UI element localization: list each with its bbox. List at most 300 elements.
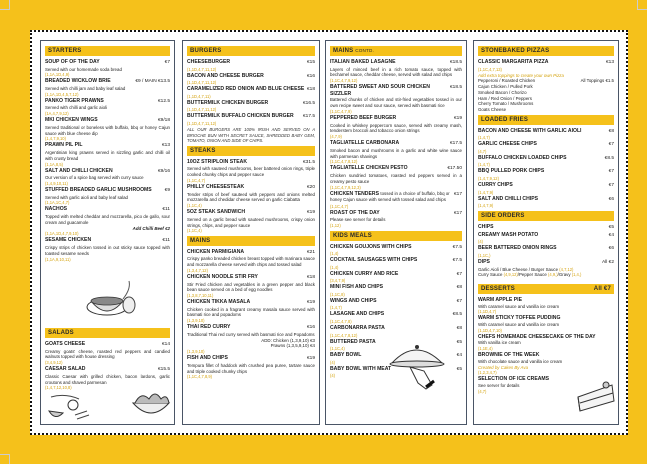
menu-item-description: Our version of a spice bag served with curry sauce: [45, 175, 144, 181]
menu-item-name: [187, 73, 264, 80]
item-name-suffix: tossed in a choice of buffalo, bbq or honey Cajun sauce with served with tossed salad and chips: [330, 190, 450, 203]
menu-item-row: [330, 115, 462, 123]
menu-item-row: [45, 142, 170, 150]
menu-item-name: [187, 184, 244, 191]
menu-item-description: Please see server for details: [330, 217, 386, 223]
allergen-codes: (1A,4,7,9,12): [45, 111, 69, 117]
menu-item: [330, 244, 462, 257]
item-name: CARBONARRA PASTA: [330, 325, 385, 332]
menu-item-name: [187, 86, 304, 93]
menu-item: [45, 168, 170, 187]
menu-item-row: [478, 141, 614, 149]
item-name: WARM APPLE PIE: [478, 296, 522, 303]
panel-pizzas-fries-sides-desserts: [473, 40, 619, 425]
menu-item-description: With caramel sauce and vanilla ice cream: [478, 321, 560, 327]
menu-item-row: [478, 315, 614, 322]
menu-item-name: [330, 339, 376, 346]
menu-item-name: [45, 206, 67, 213]
menu-item: [330, 311, 462, 324]
allergen-codes: (1,1C,4): [330, 346, 345, 352]
allergen-codes: (1,4,7): [330, 305, 342, 311]
item-name: BUFFALO CHICKEN LOADED CHIPS: [478, 154, 567, 161]
menu-item-row: [45, 98, 170, 106]
toppings-price: All Toppings €1.5: [580, 78, 614, 84]
menu-item-price: €8: [456, 285, 462, 291]
allergen-codes: (1,1C,4,7,9): [330, 108, 352, 114]
menu-item-name: [478, 182, 513, 189]
menu-item-row: [478, 128, 614, 136]
menu-item-description: With chocolate sauce and vanilla ice cream: [478, 358, 563, 364]
allergen-codes: (1,12): [330, 223, 341, 229]
menu-item-price: €9/16: [157, 168, 170, 174]
menu-item-name: [478, 168, 544, 175]
allergen-codes: (1,1C,4,7,8,12): [330, 159, 358, 165]
menu-item-row: [330, 257, 462, 265]
menu-item-name: [330, 84, 448, 97]
menu-item-name: [478, 59, 548, 66]
menu-item-row: [187, 355, 315, 363]
menu-item-credit: Created by Cakes By Ava: [478, 364, 529, 370]
item-name: CREAMY MASH POTATO: [478, 231, 539, 238]
menu-item: [187, 299, 315, 324]
item-name: CHICKEN TENDERS: [330, 190, 379, 197]
menu-item-name: [330, 325, 385, 332]
menu-item-description: Crispy strips of chicken tossed in out sticky sauce topped with toasted sesame seeds: [45, 244, 170, 256]
menu-item: [187, 184, 315, 209]
menu-item: [478, 245, 614, 258]
menu-item-row: [45, 237, 170, 245]
menu-item-name: [478, 352, 539, 359]
allergen-codes: (1,3,9,10): [187, 349, 205, 355]
menu-item-description: Cooked in whiskey peppercorn sauce, served with creamy mash, tenderstem broccoli and tobacco onion strings: [330, 122, 462, 134]
menu-item-row: [45, 366, 170, 374]
menu-item-row: [330, 325, 462, 333]
menu-item: [45, 98, 170, 117]
item-name: BROWNIE OF THE WEEK: [478, 352, 540, 359]
menu-item-row: [330, 210, 462, 218]
menu-item-price: €7: [456, 298, 462, 304]
allergen-codes: (1,1D,4,7,11,12): [187, 120, 217, 126]
menu-item-price: €17.5: [449, 141, 462, 147]
menu-item-price: €7.5: [452, 258, 462, 264]
menu-item: [45, 366, 170, 391]
menu-item-row: [187, 159, 315, 167]
menu-item-description: Smoked bacon and mushrooms in a garlic and white wine sauce with parmesan shavings: [330, 147, 462, 159]
item-name: BEER BATTERED ONION RINGS: [478, 245, 557, 252]
menu-item: [187, 73, 315, 86]
menu-item-row: [45, 187, 170, 195]
item-name: STUFFED BREADED GARLIC MUSHROOMS: [45, 186, 152, 193]
menu-item-price: €9 / MAIN €13.5: [135, 79, 170, 85]
menu-item-name: [330, 271, 398, 278]
menu-item-price: €19: [453, 115, 462, 121]
menu-item: [330, 115, 462, 140]
item-name: CHICKEN TIKKA MASALA: [187, 299, 251, 306]
menu-item: [478, 196, 614, 209]
menu-item-price: €9: [164, 187, 170, 193]
menu-item: [330, 284, 462, 297]
menu-item-description: Stir Fried chicken and vegetables in a green pepper and black bean sauce served on a bed of egg noodles: [187, 281, 315, 293]
menu-item-description: Battered chunks of chicken and stir-fried vegetables tossed in our own recipe sweet and sour sauce, served with basmati rice: [330, 97, 462, 109]
menu-item-price: €7: [456, 271, 462, 277]
menu-item-price: €18: [306, 87, 315, 93]
menu-item-row: [478, 155, 614, 163]
item-name: ITALIAN BAKED LASAGNE: [330, 59, 396, 65]
menu-item-name: [45, 98, 104, 105]
menu-item-name: [478, 297, 522, 304]
menu-item-price: €18.5: [449, 85, 462, 91]
allergen-codes: (1,1A,9,10,11): [45, 256, 71, 262]
menu-item-description: See server for details: [478, 382, 520, 388]
menu-item-addon: ADD: Chicken (1,3,9,10) €3: [261, 337, 315, 343]
menu-item-row: [45, 117, 170, 125]
menu-item: [330, 59, 462, 84]
item-name: BUTTERMILK BUFFALO CHICKEN BURGER: [187, 113, 294, 120]
allergen-codes: (1,4,7,9): [478, 189, 494, 195]
menu-item-row: [478, 59, 614, 67]
section-header-mains: MAINS: [187, 236, 315, 246]
item-name: BACON AND CHEESE WITH GARLIC AIOLI: [478, 127, 582, 134]
menu-item-price: €6: [608, 196, 614, 202]
allergen-codes: (1,1A,1C,4,7): [45, 200, 70, 206]
panel-burgers-steaks-mains: [182, 40, 320, 425]
item-name: CHICKEN NOODLE STIR FRY: [187, 273, 258, 280]
menu-item-description: Topped with melted cheddar and mozzarella, pico de gallo, sour cream and guacamole: [45, 213, 170, 225]
item-name: LASAGNE AND CHIPS: [330, 311, 385, 318]
menu-item-price: €18: [306, 274, 315, 280]
menu-item-description: Chicken sundried tomatoes, roasted red peppers served in a creamy pesto sauce: [330, 172, 462, 184]
section-header-kids-meals: KIDS MEALS: [330, 231, 462, 241]
menu-item-name: [330, 298, 377, 305]
menu-item-row: [330, 84, 462, 97]
menu-item-description: Traditional Thai red curry served with basmati rice and Popadoms: [187, 331, 315, 337]
section-header-pizzas: STONEBAKED PIZZAS: [478, 46, 614, 56]
menu-item-name: [45, 142, 83, 149]
menu-item-price: €7: [164, 60, 170, 65]
item-name: CHICKEN GOUJONS WITH CHIPS: [330, 243, 412, 250]
menu-item: [187, 59, 315, 72]
menu-item: [330, 210, 462, 229]
menu-item-price: €6: [608, 246, 614, 252]
menu-item-name: [330, 115, 396, 122]
allergen-codes: (1,4,9,10,11): [45, 180, 68, 186]
menu-item-row: [187, 100, 315, 108]
allergen-codes: (4,7): [478, 148, 487, 154]
menu-item-price: €15: [306, 60, 315, 65]
allergen-codes: (1,1E,4): [478, 346, 493, 352]
item-name: BABY BOWL: [330, 352, 362, 359]
menu-item: [187, 324, 315, 354]
allergen-codes: (1,1C,4,7): [187, 177, 206, 183]
panel-starters-salads: [40, 40, 175, 425]
menu-item-description: Chicken cooked in a fragrant creamy masala sauce served with basmati rice and popadoms: [187, 306, 315, 318]
allergen-codes: (3,4,7,9): [330, 278, 346, 284]
allergen-codes: (1,1A,8,5): [45, 161, 63, 167]
menu-item-name: [478, 232, 538, 239]
menu-item: [187, 100, 315, 113]
menu-item-description: Argentinian king prawns served in sizzling garlic and chilli oil with crusty bread: [45, 149, 170, 161]
item-name: BBQ PULLED PORK CHIPS: [478, 168, 545, 175]
menu-item: [187, 209, 315, 234]
salads-section: [45, 326, 170, 391]
menu-item: [45, 187, 170, 206]
menu-item: [478, 297, 614, 315]
allergen-codes: (1,1C,8): [330, 291, 345, 297]
menu-item-row: [187, 73, 315, 81]
menu-item-row: [45, 59, 170, 67]
menu-item-row: [330, 59, 462, 67]
menu-item-price: €7: [608, 182, 614, 188]
menu-item-row: [330, 298, 462, 306]
menu-item-price: €17.5: [302, 114, 315, 120]
menu-item-price: €4: [608, 232, 614, 238]
allergen-codes: (1,1D,4,7,11): [187, 93, 211, 99]
menu-item-name: [478, 128, 581, 135]
item-name: PEPPERED BEEF BURGER: [330, 114, 397, 121]
menu-item: [45, 117, 170, 142]
menu-item-price: €7: [608, 169, 614, 175]
section-header-salads: SALADS: [45, 328, 170, 338]
menu-item-name: [187, 100, 268, 107]
menu-item: [187, 249, 315, 274]
allergen-codes: (1,4,7,9,10): [45, 136, 66, 142]
menu-item: [330, 325, 462, 338]
menu-item-name: [45, 59, 100, 66]
menu-item: [45, 341, 170, 366]
menu-item-addon: Prawns (1,3,5,9,10) €4: [270, 343, 315, 349]
menu-item-description: Tender strips of beef sauteed with peppers and onions melted mozzarella and chedidar cheese served on garlic Ciabatta: [187, 191, 315, 203]
menu-item-name: [187, 299, 250, 306]
menu-item-row: [478, 334, 614, 341]
menu-item-name: [330, 284, 383, 291]
menu-item-price: €7: [608, 142, 614, 148]
menu-item-row: [187, 274, 315, 282]
menu-item-description: Served with chilli and garlic aioli: [45, 105, 107, 111]
item-name: SOUP OF OF THE DAY: [45, 59, 100, 65]
menu-item-row: [45, 341, 170, 349]
allergen-codes: (4,7,9): [330, 134, 342, 140]
allergen-codes: (1,4,7): [478, 135, 490, 141]
cake-slice-icon: [576, 381, 616, 413]
menu-item-price: €16.5: [302, 100, 315, 106]
menu-item-description: Served with sauteed mushrooms, beer battered onion rings, triple cooked chunky chips and pepper sauce: [187, 166, 315, 178]
menu-sheet: [30, 30, 628, 435]
section-header-starters: STARTERS: [45, 46, 170, 56]
menu-item-price: €5: [608, 224, 614, 230]
menu-item-name: [478, 315, 560, 322]
item-name: CHICKEN PARMIGIANA: [187, 248, 245, 255]
item-name: TAGLIATELLE CHICKEN PESTO: [330, 165, 408, 172]
menu-item-row: [187, 184, 315, 192]
menu-item-price: €19: [306, 356, 315, 362]
menu-item: [45, 59, 170, 78]
item-name: BUTTERMILK CHICKEN BURGER: [187, 99, 269, 106]
menu-item-row: [187, 59, 315, 67]
allergen-codes: (1,4,7,9): [478, 203, 494, 209]
allergen-codes: (4): [330, 373, 336, 379]
menu-item-row: [478, 232, 614, 240]
menu-item-description: With caramel sauce and vanilla ice cream: [478, 303, 560, 309]
menu-item: [478, 224, 614, 232]
menu-item-name: [330, 366, 391, 373]
menu-item-name: [478, 196, 538, 203]
allergen-codes: (1,1C,4,7,9,12): [330, 78, 358, 84]
allergen-codes: (1,3,8,7,10,11): [187, 293, 214, 299]
menu-item: [478, 182, 614, 195]
allergen-codes: (1,4,7): [478, 162, 490, 168]
allergen-codes: (1,1D,4,7,11,12): [187, 80, 217, 86]
item-name: NACHOS: [45, 206, 68, 213]
menu-item-name: [45, 168, 113, 175]
soup-bowl-icon: [81, 279, 141, 321]
menu-item-name: [45, 341, 85, 348]
menu-item-price: €7.5: [452, 244, 462, 250]
menu-item: [45, 142, 170, 167]
menu-item: [330, 271, 462, 284]
menu-item-row: [478, 168, 614, 176]
menu-item-description: Served with garlic aioli and baby leaf salad: [45, 194, 128, 200]
menu-item-row: [187, 86, 315, 94]
section-header-side-orders: SIDE ORDERS: [478, 211, 614, 221]
item-name: BUTTERED PASTA: [330, 338, 376, 345]
allergen-codes: (1,3,9,10): [187, 318, 205, 324]
allergen-codes: (1,1C,): [478, 252, 491, 258]
menu-item-row: [478, 182, 614, 190]
menu-item-row: [478, 352, 614, 359]
allergen-codes: (1,1A,1D,4,7,9,10): [45, 231, 79, 237]
menu-item-price: €8: [608, 128, 614, 134]
menu-item: [478, 232, 614, 245]
menu-item-description: With vanilla ice cream: [478, 340, 521, 346]
menu-item-row: [330, 191, 462, 204]
item-name: CHEESEBURGER: [187, 59, 231, 65]
menu-item-price: €19: [306, 210, 315, 216]
menu-item-name: [187, 274, 258, 281]
menu-item-price: €31.5: [302, 159, 315, 165]
menu-item-row: [45, 206, 170, 214]
menu-item-description: Served with our homemade soda bread: [45, 66, 122, 72]
menu-item-name: [478, 376, 549, 383]
menu-item: [45, 206, 170, 236]
item-name: SESAME CHICKEN: [45, 237, 92, 244]
item-name: PHILLY CHEESESTEAK: [187, 183, 245, 190]
item-name: CHIPS: [478, 223, 494, 230]
menu-item-row: [478, 224, 614, 232]
menu-item: [478, 315, 614, 333]
menu-item-description: Served on a garlic bread with sauteed mushrooms, crispy onion strings, chips, and pepper sauce: [187, 216, 315, 228]
allergen-codes: (1,1D,4,7,11,12): [187, 66, 217, 72]
menu-item-description: Layers of minced beef in a rich tomato sauce, topped with bechamel sauce, cheddar cheese, served with salad and chips: [330, 66, 462, 78]
menu-item-name: [478, 224, 494, 231]
herbs-mortar-icon: [45, 391, 95, 423]
menu-item-name: [478, 334, 596, 341]
menu-item-price: €8: [456, 326, 462, 332]
menu-item: [330, 165, 462, 190]
item-name: SALT AND CHILLI CHIPS: [478, 195, 538, 202]
menu-item-price: €16: [306, 73, 315, 79]
menu-item-price: €5: [456, 366, 462, 372]
allergen-codes: (1,1C,4,7,8): [330, 319, 352, 325]
waiter-cloche-icon: [388, 341, 446, 391]
menu-item-name: [478, 141, 537, 148]
menu-item-price: €5: [456, 339, 462, 345]
item-name: MINI FISH AND CHIPS: [330, 284, 384, 291]
menu-item: [478, 59, 614, 72]
menu-item-row: [45, 78, 170, 86]
menu-item: [187, 86, 315, 99]
menu-item-description: Tempura fillet of haddock with crushed pea puree, tartare sauce and triple cooked chunky chips: [187, 362, 315, 374]
allergen-codes: (4): [330, 359, 336, 365]
crop-mark: [0, 454, 10, 464]
allergen-codes: (1,3,4,7,12): [187, 267, 208, 273]
menu-item-name: [187, 59, 230, 66]
menu-item-name: [187, 209, 245, 216]
menu-item: [187, 355, 315, 380]
menu-item-row: [330, 244, 462, 252]
menu-item-row: [478, 196, 614, 204]
item-name: 5OZ STEAK SANDWICH: [187, 209, 246, 216]
menu-item: [187, 159, 315, 184]
menu-item: [330, 84, 462, 114]
menu-item: [45, 78, 170, 97]
allergen-codes: (1,1D,4,7): [478, 309, 497, 315]
menu-item-price: €21: [306, 249, 315, 255]
menu-item-price: €8.5: [452, 312, 462, 318]
menu-item-price: €4: [456, 353, 462, 359]
menu-item-name: [45, 237, 91, 244]
menu-item-name: [187, 355, 228, 362]
allergen-codes: (1,1C,4): [187, 203, 202, 209]
item-name: ROAST OF THE DAY: [330, 209, 380, 216]
section-header-desserts: DESSERTS All €7: [478, 284, 614, 294]
allergen-codes: (1,1D,4,7,11,12): [187, 107, 217, 113]
item-name: PRAWN PIL PIL: [45, 142, 83, 149]
allergen-codes: (1,2,3,4,7): [478, 370, 497, 376]
item-name: BABY BOWL WITH MEAT: [330, 365, 392, 372]
menu-item-row: [330, 284, 462, 292]
menu-item-row: [330, 311, 462, 319]
menu-item-name: [330, 59, 396, 66]
pizza-topping: Smoked Bacon / Chorizo: [478, 89, 527, 95]
menu-item: [478, 334, 614, 352]
allergen-codes: (1,4,7,9,12): [478, 175, 499, 181]
allergen-codes: (1,1C,4,7): [330, 203, 349, 209]
allergen-codes: (1,1C,4,7,8,9): [187, 374, 213, 380]
menu-item-name: [478, 245, 557, 252]
menu-item-name: [45, 78, 111, 85]
menu-item-row: [478, 297, 614, 304]
item-name: CHEFS HOMEMADE CHEESECAKE OF THE DAY: [478, 333, 596, 340]
item-name: GOATS CHEESE: [45, 341, 86, 347]
allergen-codes: (1,1C,4,7,9,12,3): [330, 184, 361, 190]
menu-item-name: [187, 113, 294, 120]
menu-item: [330, 140, 462, 165]
pizza-topping: Ham / Red Onion / Peppers: [478, 95, 532, 101]
item-name: BACON AND CHEESE BURGER: [187, 72, 264, 79]
menu-item-extra: Add Chilli Beef €2: [132, 225, 170, 231]
menu-item-name: [187, 159, 247, 166]
menu-item-name: [187, 249, 244, 256]
pizza-topping: Cajun Chicken / Pulled Pork: [478, 84, 533, 90]
menu-item-description: Classic Caesar with grilled chicken, bacon lardons, garlic croutons and shaved parmesan: [45, 373, 170, 385]
menu-item-name: [187, 324, 230, 331]
menu-item-row: [187, 299, 315, 307]
item-name: CURRY CHIPS: [478, 181, 513, 188]
menu-item-row: [330, 140, 462, 148]
item-name: COCKTAIL SAUSAGES WITH CHIPS: [330, 257, 418, 264]
salad-bowl-icon: [129, 389, 173, 421]
section-header-steaks: STEAKS: [187, 146, 315, 156]
